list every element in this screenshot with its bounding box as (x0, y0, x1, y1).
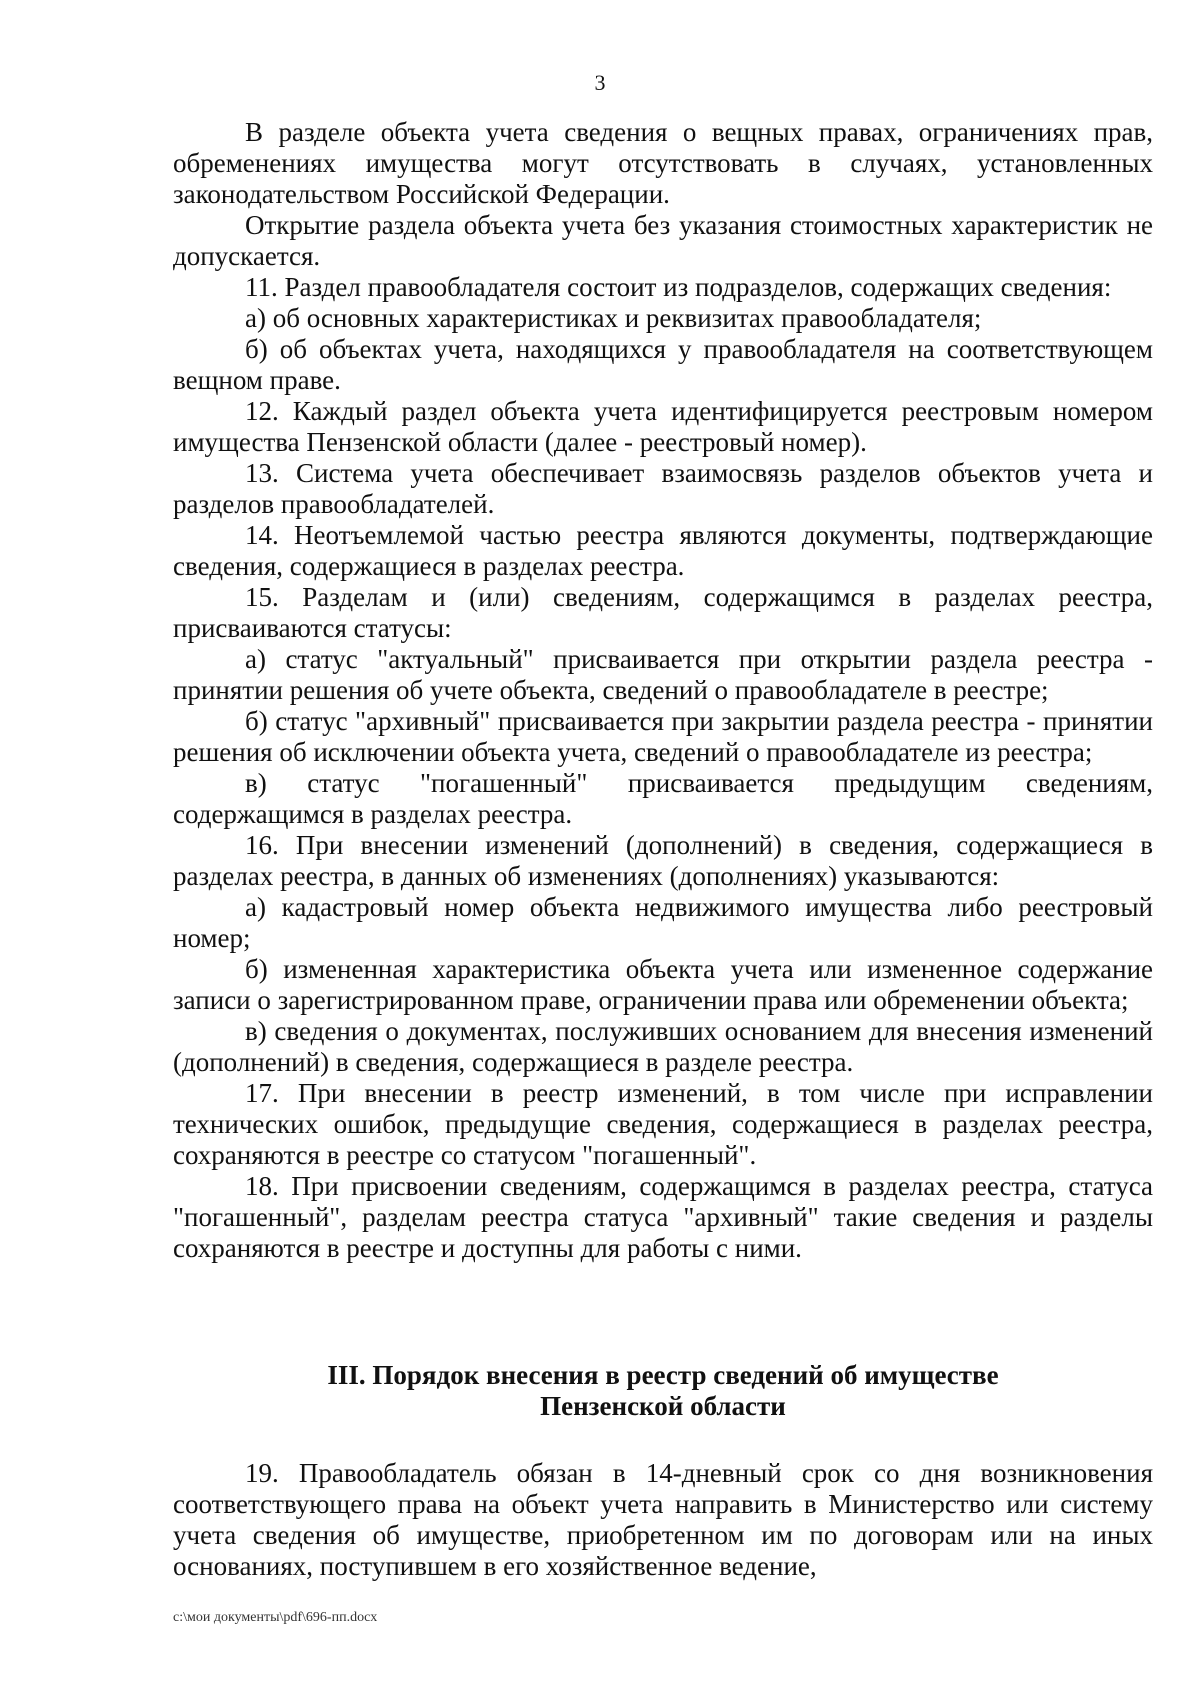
paragraph: в) статус "погашенный" присваивается предыдущим сведениям, содержащимся в разделах реестра. (173, 768, 1153, 829)
paragraph: б) статус "архивный" присваивается при закрытии раздела реестра - принятии решения об исключении объекта учета, сведений о правообладателе из реестра; (173, 706, 1153, 767)
body-text (173, 117, 1153, 1264)
paragraph: 15. Разделам и (или) сведениям, содержащимся в разделах реестра, присваиваются статусы: (173, 582, 1153, 643)
paragraph: б) об объектах учета, находящихся у правообладателя на соответствующем вещном праве. (173, 334, 1153, 395)
paragraph: 17. При внесении в реестр изменений, в том числе при исправлении технических ошибок, предыдущие сведения, содержащиеся в разделах реестра, сохраняются в реестре со статусом "погашенный". (173, 1078, 1153, 1170)
body-text-continued (173, 1458, 1153, 1582)
paragraph: а) об основных характеристиках и реквизитах правообладателя; (245, 303, 982, 333)
paragraph: 11. Раздел правообладателя состоит из подразделов, содержащих сведения: (245, 272, 1112, 302)
paragraph: 12. Каждый раздел объекта учета идентифицируется реестровым номером имущества Пензенской области (далее - реестровый номер). (173, 396, 1153, 457)
paragraph: Открытие раздела объекта учета без указания стоимостных характеристик не допускается. (173, 210, 1153, 271)
paragraph: а) кадастровый номер объекта недвижимого имущества либо реестровый номер; (173, 892, 1153, 953)
paragraph: 13. Система учета обеспечивает взаимосвязь разделов объектов учета и разделов правообладателей. (173, 458, 1153, 519)
paragraph: 18. При присвоении сведениям, содержащимся в разделах реестра, статуса "погашенный", разделам реестра статуса "архивный" такие сведения и разделы сохраняются в реестре и доступны для работы с ними. (173, 1171, 1153, 1263)
paragraph: в) сведения о документах, послуживших основанием для внесения изменений (дополнений) в сведения, содержащиеся в разделе реестра. (173, 1016, 1153, 1077)
section-title-line: III. Порядок внесения в реестр сведений об имуществе (327, 1360, 999, 1390)
paragraph: а) статус "актуальный" присваивается при открытии раздела реестра - принятии решения об учете объекта, сведений о правообладателе в реестре; (173, 644, 1153, 705)
paragraph: 19. Правообладатель обязан в 14-дневный срок со дня возникновения соответствующего права на объект учета направить в Министерство или систему учета сведения об имуществе, приобретенном им по договорам или на иных основаниях, поступившем в его хозяйственное ведение, (173, 1458, 1153, 1581)
section-title-line: Пензенской области (540, 1391, 786, 1421)
page-number: 3 (594, 70, 606, 95)
paragraph: В разделе объекта учета сведения о вещных правах, ограничениях прав, обременениях имущества могут отсутствовать в случаях, установленных законодательством Российской Федерации. (173, 117, 1153, 209)
footer-file-path: c:\мои документы\pdf\696-пп.docx (173, 1610, 378, 1625)
paragraph: 14. Неотъемлемой частью реестра являются документы, подтверждающие сведения, содержащиеся в разделах реестра. (173, 520, 1153, 581)
paragraph: б) измененная характеристика объекта учета или измененное содержание записи о зарегистрированном праве, ограничении права или обременении объекта; (173, 954, 1153, 1015)
paragraph: 16. При внесении изменений (дополнений) в сведения, содержащиеся в разделах реестра, в данных об изменениях (дополнениях) указываются: (173, 830, 1153, 891)
section-title (173, 1360, 1153, 1422)
